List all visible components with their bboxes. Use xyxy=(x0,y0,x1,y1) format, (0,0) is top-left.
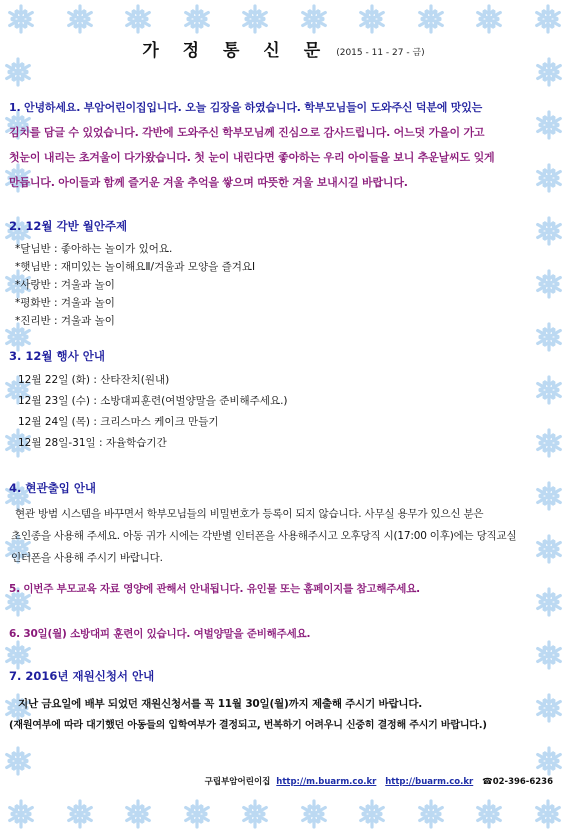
event-item: 12월 24일 (목) : 크리스마스 케이크 만들기 xyxy=(18,416,219,428)
snowflake-icon xyxy=(532,744,566,778)
snowflake-icon xyxy=(121,2,155,36)
snowflake-icon xyxy=(532,108,566,142)
greeting-section xyxy=(9,95,494,195)
theme-item: *달님반 : 좋아하는 놀이가 있어요. xyxy=(15,243,173,255)
snowflake-icon xyxy=(1,744,35,778)
snowflake-icon xyxy=(297,797,331,831)
snowflake-icon xyxy=(238,797,272,831)
website-link[interactable]: http://buarm.co.kr xyxy=(385,777,474,787)
snowflake-icon xyxy=(532,161,566,195)
snowflake-icon xyxy=(532,214,566,248)
snowflake-icon xyxy=(532,532,566,566)
snowflake-icon xyxy=(121,797,155,831)
snowflake-icon xyxy=(532,638,566,672)
snowflake-icon xyxy=(355,2,389,36)
snowflake-icon xyxy=(532,691,566,725)
greeting-line-4: 만듭니다. 아이들과 함께 즐거운 겨울 추억을 쌓으며 따뜻한 겨울 보내시길 바랍니다. xyxy=(9,176,408,189)
section-4-heading: 4. 현관출입 안내 xyxy=(9,481,97,495)
event-item: 12월 28일-31일 : 자율학습기간 xyxy=(18,437,167,449)
reenrollment-line: (재원여부에 따라 대기했던 아동들의 입학여부가 결정되고, 번복하기 어려우니 신중히 결정해 주시기 바랍니다.) xyxy=(9,720,487,731)
snowflake-icon xyxy=(180,2,214,36)
snowflake-icon xyxy=(355,797,389,831)
snowflake-icon xyxy=(63,2,97,36)
snowflake-icon xyxy=(414,2,448,36)
snowflake-icon xyxy=(532,479,566,513)
phone-number: ☎02-396-6236 xyxy=(482,777,553,787)
snowflake-icon xyxy=(531,797,565,831)
reenrollment-section xyxy=(9,668,487,737)
section-7-heading: 7. 2016년 재원신청서 안내 xyxy=(9,669,155,683)
snowflake-icon xyxy=(472,797,506,831)
snowflake-icon xyxy=(532,373,566,407)
reenrollment-line: 지난 금요일에 배부 되었던 재원신청서를 꼭 11월 30일(월)까지 제출해 주시기 바랍니다. xyxy=(18,698,423,710)
greeting-line-2: 김치를 담글 수 있었습니다. 각반에 도와주신 학부모님께 진심으로 감사드립니다. 어느덧 가을이 가고 xyxy=(9,126,485,139)
snowflake-icon xyxy=(532,320,566,354)
footer-contact xyxy=(205,775,553,787)
greeting-line-1 xyxy=(9,95,494,120)
theme-item: *햇님반 : 재미있는 놀이해요Ⅱ/겨울과 모양을 즐겨요Ⅰ xyxy=(15,261,256,273)
entrance-line: 인터폰을 사용해 주시기 바랍니다. xyxy=(11,552,163,564)
snowflake-icon xyxy=(4,2,38,36)
snowflake-icon xyxy=(414,797,448,831)
snowflake-icon xyxy=(531,2,565,36)
entrance-line: 현관 방범 시스템을 바꾸면서 학부모님들의 비밀번호가 등록이 되지 않습니다. 사무실 용무가 있으신 분은 xyxy=(15,508,484,520)
section-2-heading: 2. 12월 각반 월안주제 xyxy=(9,219,128,233)
entrance-line: 초인종을 사용해 주세요. 아동 귀가 시에는 각반별 인터폰을 사용해주시고 오후당직 시(17:00 이후)에는 당직교실 xyxy=(11,530,517,542)
entrance-section xyxy=(9,480,516,569)
fire-drill-notice: 6. 30일(월) 소방대피 훈련이 있습니다. 여벌양말을 준비해주세요. xyxy=(9,628,311,640)
events-section xyxy=(9,348,288,454)
greeting-line-1-text: 1. 안녕하세요. 부암어린이집입니다. 오늘 김장을 하였습니다. 학부모님들이 도와주신 덕분에 맛있는 xyxy=(9,101,483,114)
monthly-theme-section xyxy=(9,218,255,330)
section-3-heading: 3. 12월 행사 안내 xyxy=(9,349,105,363)
page-title: 가 정 통 신 문 xyxy=(142,41,330,61)
snowflake-icon xyxy=(238,2,272,36)
snowflake-icon xyxy=(63,797,97,831)
parent-education-notice: 5. 이번주 부모교육 자료 영양에 관해서 안내됩니다. 유인물 또는 홈페이지를 참고해주세요. xyxy=(9,583,420,595)
document-header xyxy=(0,36,567,61)
snowflake-icon xyxy=(472,2,506,36)
greeting-line-3: 첫눈이 내리는 초겨울이 다가왔습니다. 첫 눈이 내린다면 좋아하는 우리 아이들을 보니 추운날씨도 잊게 xyxy=(9,151,495,164)
event-item: 12월 22일 (화) : 산타잔치(원내) xyxy=(18,374,170,386)
snowflake-icon xyxy=(180,797,214,831)
snowflake-icon xyxy=(1,638,35,672)
theme-item: *사랑반 : 겨울과 놀이 xyxy=(15,279,115,291)
mobile-site-link[interactable]: http://m.buarm.co.kr xyxy=(276,777,377,787)
issue-date: (2015 - 11 - 27 - 금) xyxy=(336,48,425,58)
snowflake-icon xyxy=(297,2,331,36)
snowflake-icon xyxy=(4,797,38,831)
footer-name: 구립부암어린이집 xyxy=(204,777,271,787)
snowflake-icon xyxy=(532,426,566,460)
event-item: 12월 23일 (수) : 소방대피훈련(여벌양말을 준비해주세요.) xyxy=(18,395,288,407)
theme-item: *평화반 : 겨울과 놀이 xyxy=(15,297,115,309)
snowflake-icon xyxy=(532,267,566,301)
theme-item: *진리반 : 겨울과 놀이 xyxy=(15,315,115,327)
snowflake-icon xyxy=(532,585,566,619)
